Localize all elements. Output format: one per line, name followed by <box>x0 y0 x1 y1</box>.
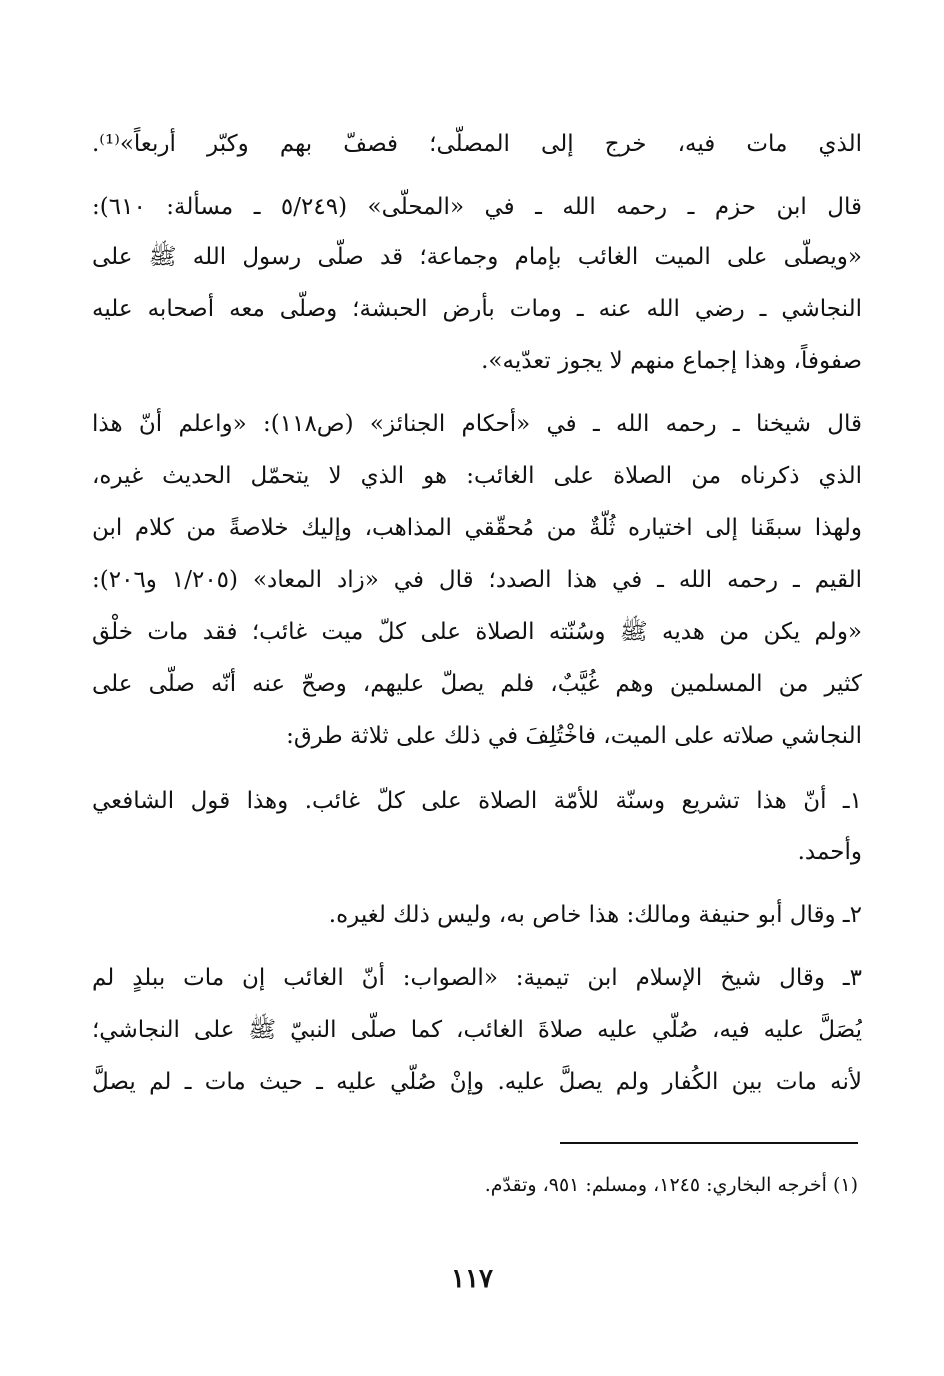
page-number: ١١٧ <box>451 1264 493 1294</box>
footnote: (١) أخرجه البخاري: ١٢٤٥، ومسلم: ٩٥١، وتقدّم. <box>484 1174 858 1196</box>
text-line: القيم ـ رحمه الله ـ في هذا الصدد؛ قال في «زاد المعاد» (١/٢٠٥ و٢٠٦): <box>92 567 862 593</box>
footnote-divider <box>560 1142 858 1144</box>
list-item: ١ـ أنّ هذا تشريع وسنّة للأمّة الصلاة على كلّ غائب. وهذا قول الشافعي <box>92 788 862 814</box>
list-item: ٢ـ وقال أبو حنيفة ومالك: هذا خاص به، وليس ذلك لغيره. <box>328 902 862 928</box>
text-line: «ويصلّى على الميت الغائب بإمام وجماعة؛ قد صلّى رسول الله ﷺ على <box>92 244 862 270</box>
list-item: ٣ـ وقال شيخ الإسلام ابن تيمية: «الصواب: أنّ الغائب إن مات ببلدٍ لم <box>92 965 862 991</box>
text-line: الذي مات فيه، خرج إلى المصلّى؛ فصفّ بهم وكبّر أربعاً»⁽¹⁾. <box>92 131 862 157</box>
text-line: ولهذا سبقَنا إلى اختياره ثُلّةٌ من مُحقّقي المذاهب، وإليك خلاصةً من كلام ابن <box>92 515 862 541</box>
text-line: قال شيخنا ـ رحمه الله ـ في «أحكام الجنائز» (ص١١٨): «واعلم أنّ هذا <box>92 411 862 437</box>
text-line: «ولم يكن من هديه ﷺ وسُنّته الصلاة على كلّ ميت غائب؛ فقد مات خلْق <box>92 619 862 645</box>
text-line: يُصَلَّ عليه فيه، صُلّي عليه صلاةَ الغائب، كما صلّى النبيّ ﷺ على النجاشي؛ <box>92 1017 862 1043</box>
text-line: قال ابن حزم ـ رحمه الله ـ في «المحلّى» (٥/٢٤٩ ـ مسألة: ٦١٠): <box>92 194 862 220</box>
text-line: كثير من المسلمين وهم غُيَّبٌ، فلم يصلّ عليهم، وصحّ عنه أنّه صلّى على <box>92 671 862 697</box>
text-line: النجاشي صلاته على الميت، فاخْتُلِفَ في ذلك على ثلاثة طرق: <box>286 723 862 749</box>
text-line: النجاشي ـ رضي الله عنه ـ ومات بأرض الحبشة؛ وصلّى معه أصحابه عليه <box>92 296 862 322</box>
text-line: وأحمد. <box>797 839 862 865</box>
text-line: الذي ذكرناه من الصلاة على الغائب: هو الذي لا يتحمّل الحديث غيره، <box>92 463 862 489</box>
text-line: لأنه مات بين الكُفار ولم يصلَّ عليه. وإنْ صُلّي عليه ـ حيث مات ـ لم يصلَّ <box>92 1069 862 1095</box>
text-line: صفوفاً، وهذا إجماع منهم لا يجوز تعدّيه». <box>481 348 862 374</box>
